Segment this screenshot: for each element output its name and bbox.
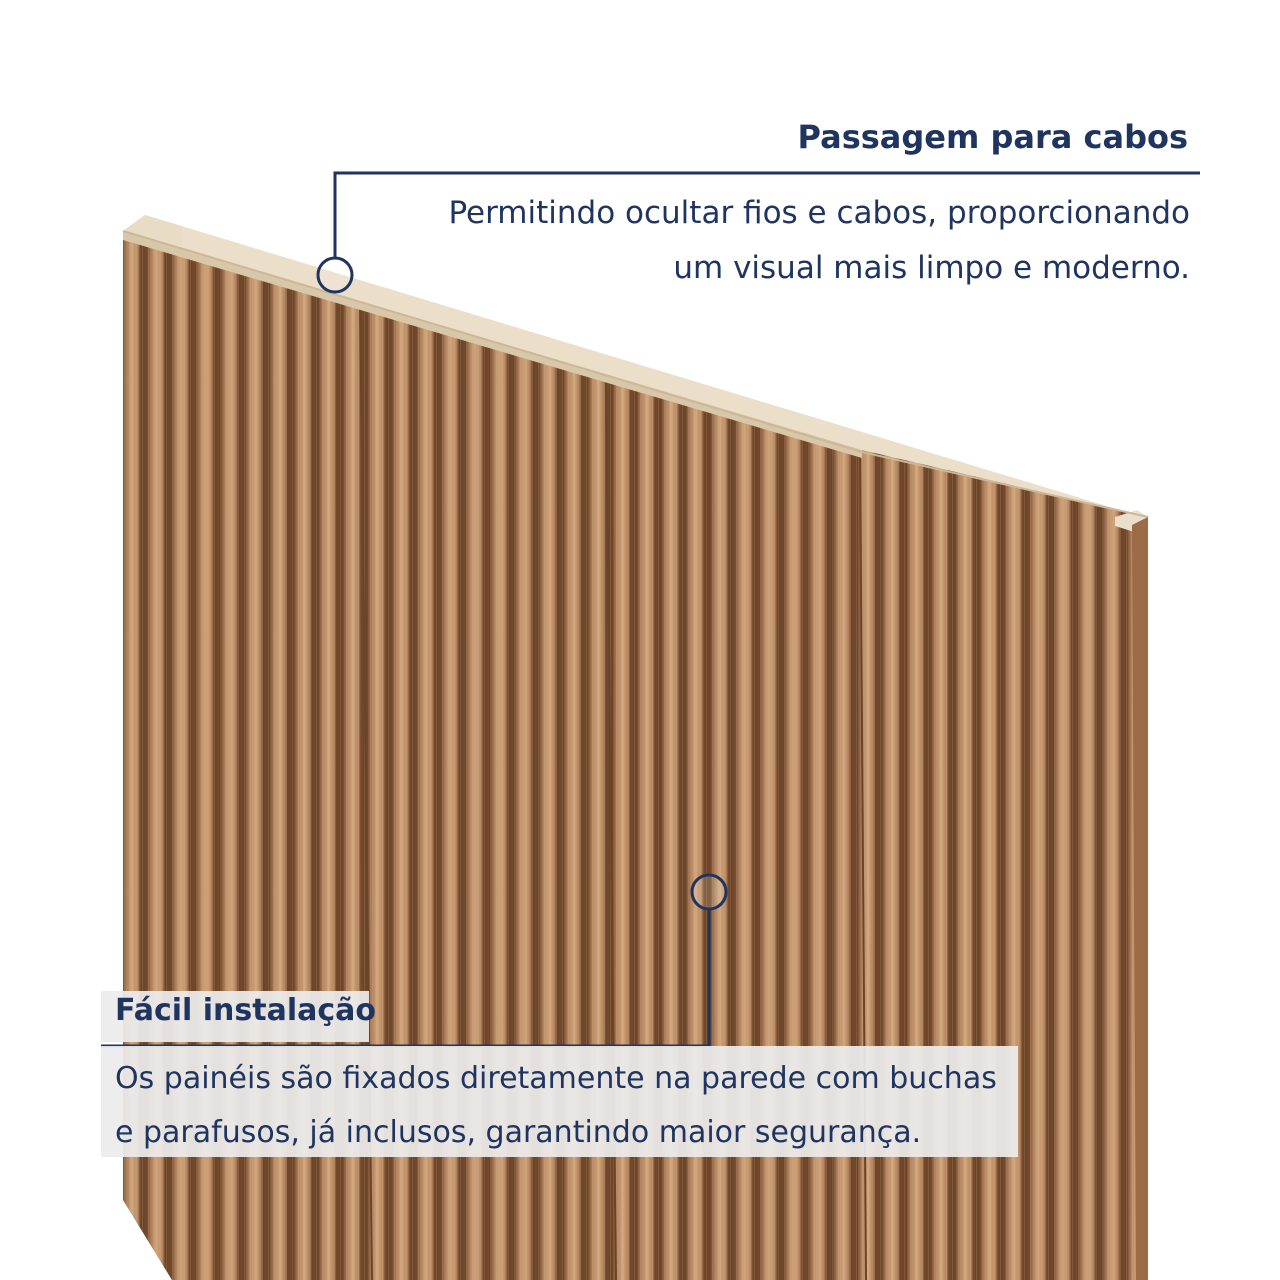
cable-passage-description [448,186,1190,296]
cable-passage-title: Passagem para cabos [797,118,1188,156]
cable-passage-description-line: um visual mais limpo e moderno. [673,250,1190,286]
installation-title: Fácil instalação [115,993,377,1028]
cable-passage-description-line: Permitindo ocultar fios e cabos, proporcionando [448,195,1190,231]
installation-description [115,1052,997,1160]
installation-description-line: Os painéis são fixados diretamente na parede com buchas [115,1061,997,1096]
installation-description-line: e parafusos, já inclusos, garantindo maior segurança. [115,1115,922,1150]
